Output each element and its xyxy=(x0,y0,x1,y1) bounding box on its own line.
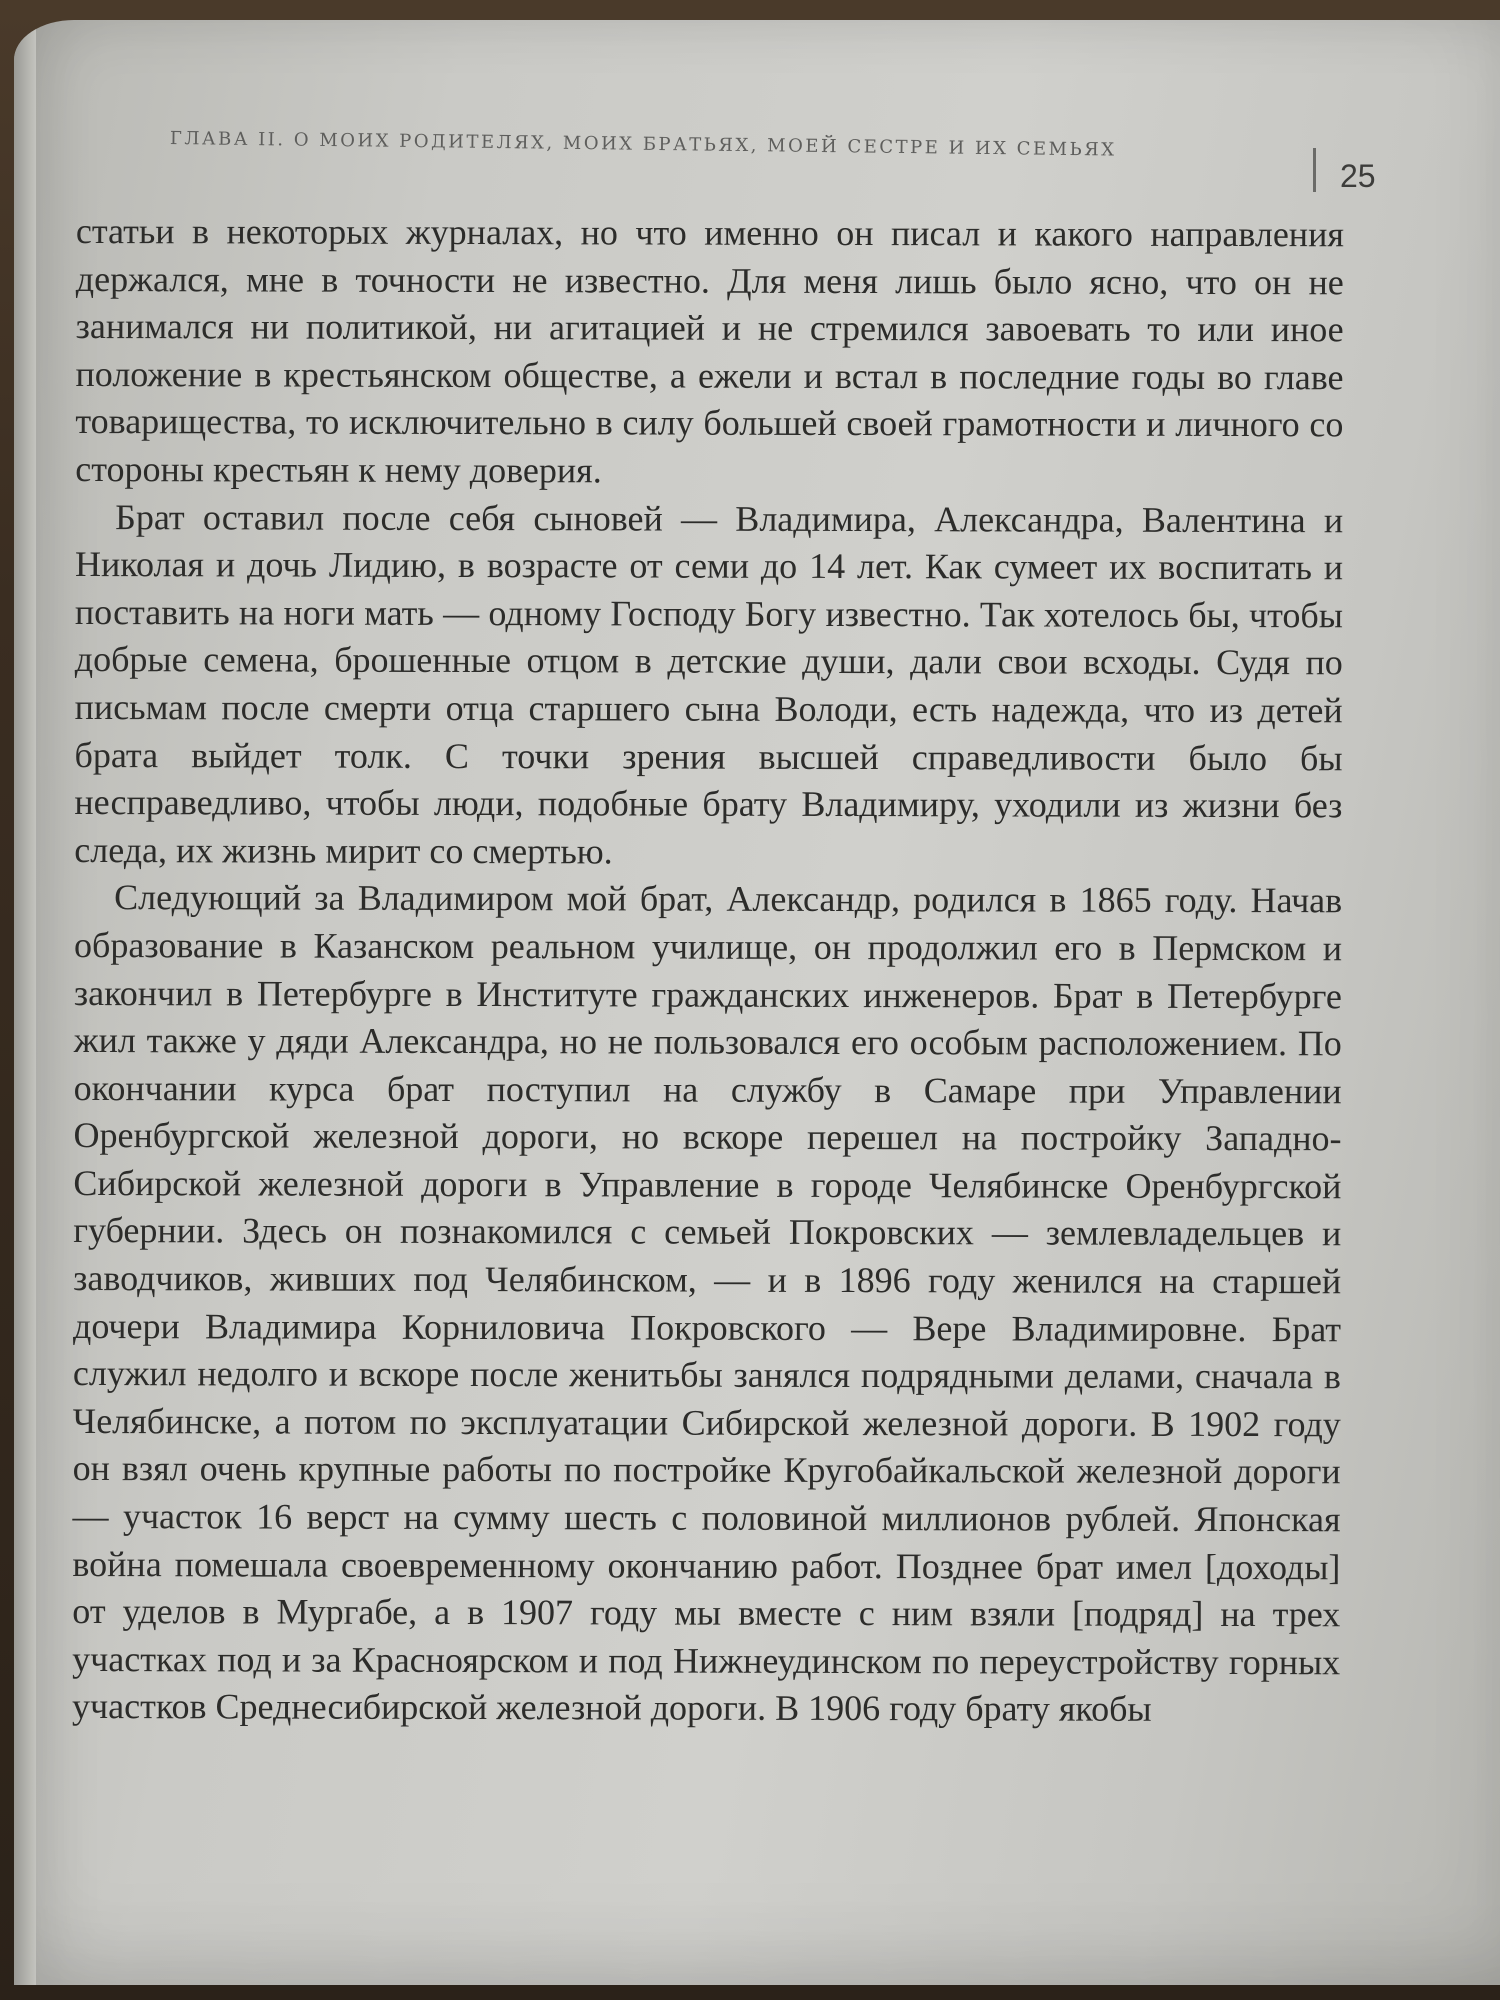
page-number: 25 xyxy=(1340,158,1376,194)
page-edge xyxy=(14,20,36,1985)
paragraph: Брат оставил после себя сыновей — Владимира, Александра, Валентина и Николая и дочь Лидию, в возрасте от семи до 14 лет. Как сумеет их воспитать и поставить на ноги мать — одному Господу Богу известно. Так хотелось бы, чтобы добрые семена, брошенные отцом в детские души, дали свои всходы. Судя по письмам после смерти отца старшего сына Володи, есть надежда, что из детей брата выйдет толк. С точки зрения высшей справедливости было бы несправедливо, чтобы люди, подобные брату Владимиру, уходили из жизни без следа, их жизнь мирит со смертью. xyxy=(74,496,1344,872)
paragraph-continued: статьи в некоторых журналах, но что именно он писал и какого направления держался, мне в точности не известно. Для меня лишь было ясно, что он не занимался ни политикой, ни агитацией и не стремился завоевать то или иное положение в крестьянском обществе, а ежели и встал в последние годы во главе товарищества, то исключительно в силу большей своей грамотности и личного со стороны крестьян к нему доверия. xyxy=(75,210,1344,491)
running-header: ГЛАВА II. О МОИХ РОДИТЕЛЯХ, МОИХ БРАТЬЯХ, МОЕЙ СЕСТРЕ И ИХ СЕМЬЯХ xyxy=(169,128,1117,161)
paragraph: Следующий за Владимиром мой брат, Александр, родился в 1865 году. Начав образование в Казанском реальном училище, он продолжил его в Пермском и закончил в Петербурге в Институте гражданских инженеров. Брат в Петербурге жил также у дяди Александра, но не пользовался его особым расположением. По окончании курса брат поступил на службу в Самаре при Управлении Оренбургской железной дороги, но вскоре перешел на постройку Западно-Сибирской железной дороги в Управление в городе Челябинске Оренбургской губернии. Здесь он познакомился с семьей Покровских — землевладельцев и заводчиков, живших под Челябинском, — и в 1896 году женился на старшей дочери Владимира Корниловича Покровского — Вере Владимировне. Брат служил недолго и вскоре после женитьбы занялся подрядными делами, сначала в Челябинске, а потом по эксплуатации Сибирской железной дороги. В 1902 году он взял очень крупные работы по постройке Кругобайкальской железной дороги — участок 16 верст на сумму шесть с половиной миллионов рублей. Японская война помешала своевременному окончанию работ. Позднее брат имел [доходы] от уделов в Мургабе, а в 1907 году мы вместе с ним взяли [подряд] на трех участках под и за Красноярском и под Нижнеудинском по переустройству горных участков Среднесибирской железной дороги. В 1906 году брату якобы xyxy=(72,877,1343,1730)
header-divider xyxy=(1313,148,1316,192)
body-text xyxy=(72,208,1344,1734)
